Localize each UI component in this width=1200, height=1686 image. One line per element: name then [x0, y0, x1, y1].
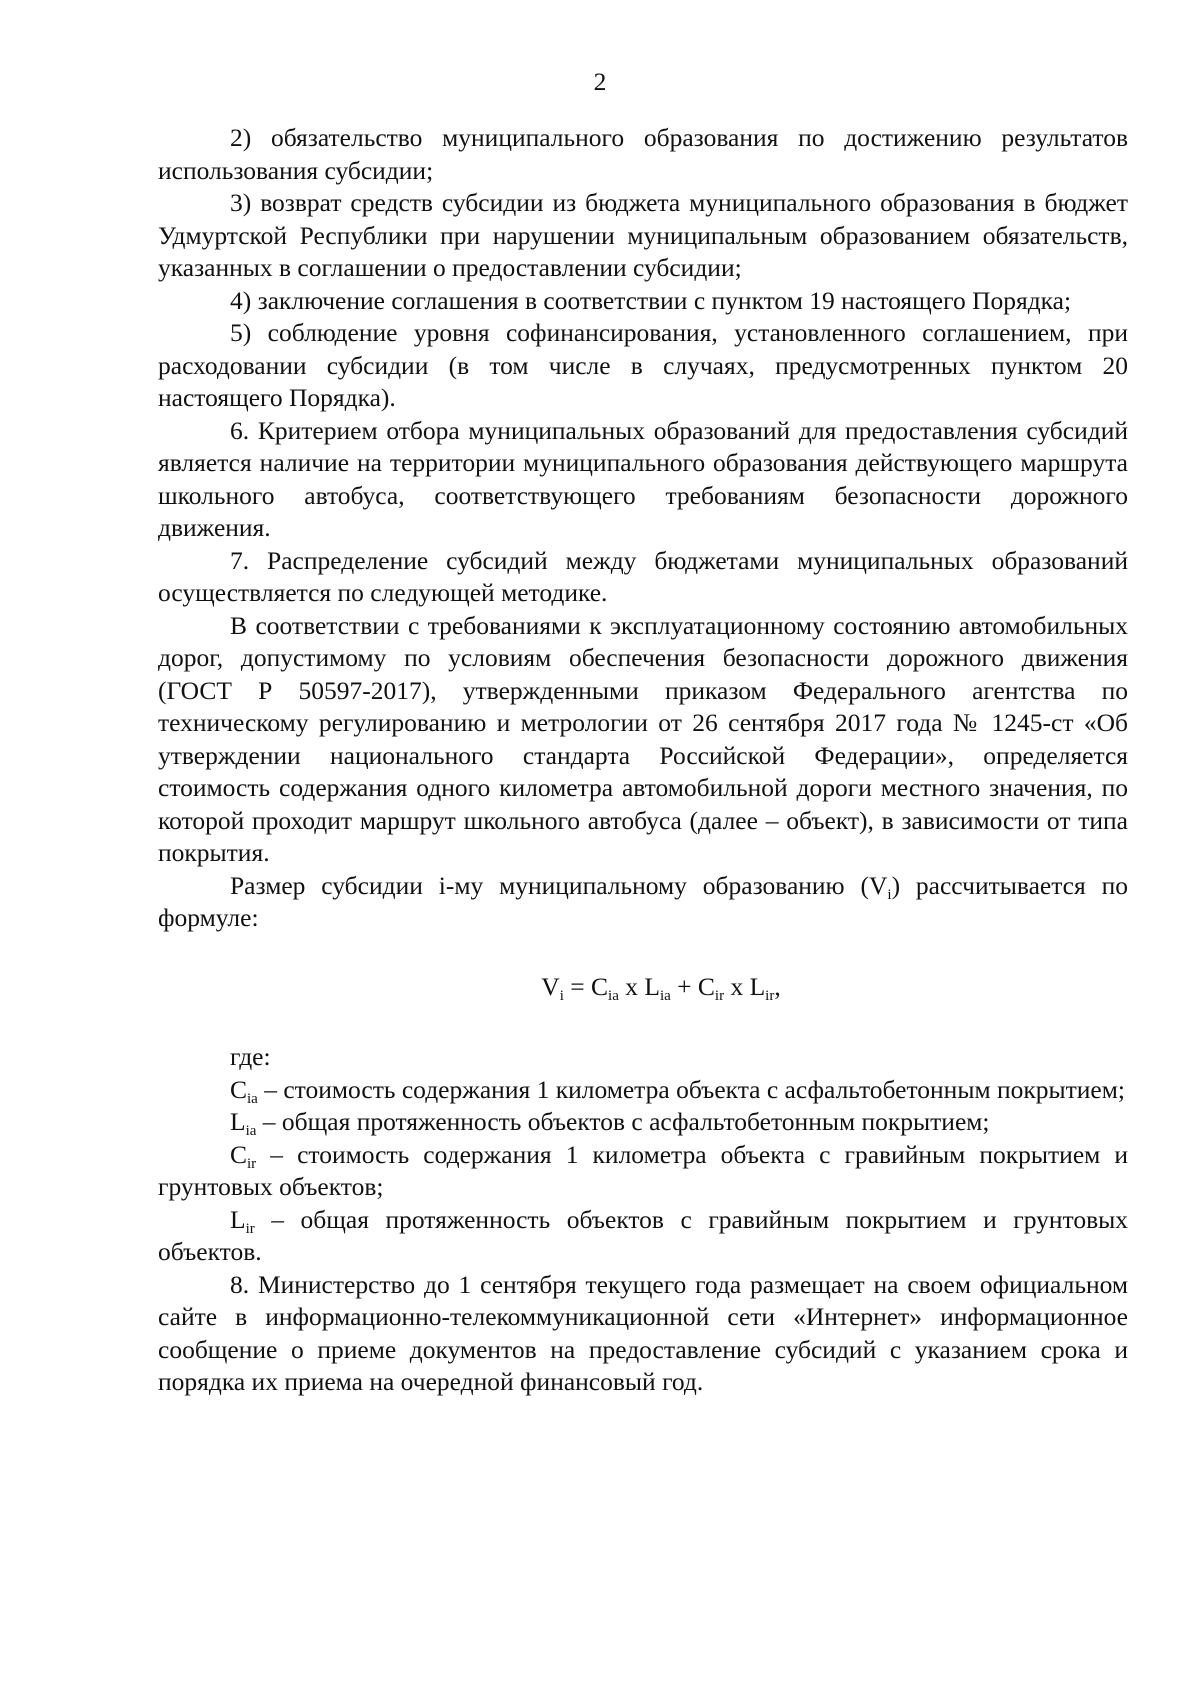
formula-c2-sub: ir — [714, 987, 725, 1004]
paragraph-distribution-7: 7. Распределение субсидий между бюджетами муниципальных образований осуществляется по следующей методике. — [158, 545, 1128, 607]
formula-eq: = — [563, 971, 592, 1001]
definition-text: – общая протяженность объектов с асфальтобетонным покрытием; — [256, 1107, 990, 1136]
definition-text: – общая протяженность объектов с гравийным покрытием и грунтовых объектов. — [158, 1204, 1128, 1266]
definition-symbol: L — [230, 1107, 246, 1136]
subsidy-formula — [158, 971, 1128, 1004]
formula-l1-sub: ia — [659, 987, 671, 1004]
formula-l2-sub: ir — [765, 987, 775, 1004]
formula-end: , — [774, 971, 781, 1001]
formula-l2: L — [749, 971, 766, 1001]
formula-c2: C — [697, 971, 715, 1001]
paragraph-item-3: 3) возврат средств субсидии из бюджета муниципального образования в бюджет Удмуртской Республики при нарушении муниципальным образованием обязательств, указанных в соглашении о предоставлении субсидии; — [158, 188, 1128, 282]
definition-symbol-sub: ir — [245, 1220, 255, 1237]
paragraph-item-5: 5) соблюдение уровня софинансирования, установленного соглашением, при расходовании субсидии (в том числе в случаях, предусмотренных пунктом 20 настоящего Порядка). — [158, 318, 1128, 412]
paragraph-size-intro — [158, 870, 1128, 935]
formula-l1: L — [644, 971, 660, 1001]
formula-x1: x — [618, 971, 645, 1001]
size-intro-after: ) рассчитывается по формуле: — [158, 870, 1128, 932]
definition-symbol-sub: ia — [245, 1123, 257, 1139]
definition-symbol: L — [230, 1204, 246, 1234]
paragraph-item-4: 4) заключение соглашения в соответствии с пунктом 19 настоящего Порядка; — [230, 285, 1072, 315]
formula-c1: C — [591, 971, 609, 1001]
paragraph-announcement-8: 8. Министерство до 1 сентября текущего года размещает на своем официальном сайте в информационно-телекоммуникационной сети «Интернет» информационное сообщение о приеме документов на предоставление субсидий с указанием срока и порядка их приема на очередной финансовый год. — [158, 1269, 1128, 1396]
paragraph-item-2: 2) обязательство муниципального образования по достижению результатов использования субсидии; — [158, 123, 1128, 185]
where-label: где: — [230, 1042, 271, 1071]
definition-cia — [158, 1074, 1128, 1107]
formula-c1-sub: ia — [608, 987, 619, 1004]
definition-cir — [158, 1139, 1128, 1204]
formula-x2: x — [724, 971, 750, 1001]
definition-symbol: C — [230, 1074, 248, 1104]
paragraph-methodology: В соответствии с требованиями к эксплуатационному состоянию автомобильных дорог, допустимому по условиям обеспечения безопасности дорожного движения (ГОСТ Р 50597-2017), утвержденными приказом Федерального агентства по техническому регулированию и метрологии от 26 сентября 2017 года № 1245-ст «Об утверждении национального стандарта Российской Федерации», определяется стоимость содержания одного километра автомобильной дороги местного значения, по которой проходит маршрут школьного автобуса (далее – объект), в зависимости от типа покрытия. — [158, 610, 1128, 867]
definition-text: – стоимость содержания 1 километра объекта с асфальтобетонным покрытием; — [257, 1074, 1125, 1104]
document-body — [158, 122, 1128, 1399]
formula-v-sub: i — [559, 987, 564, 1004]
formula-plus: + — [670, 971, 698, 1001]
definition-symbol-sub: ir — [247, 1155, 257, 1172]
size-intro-before: Размер субсидии i-му муниципальному образованию (V — [230, 870, 888, 900]
formula-v: V — [541, 971, 560, 1001]
definition-lia — [158, 1106, 1128, 1139]
definition-symbol-sub: ia — [247, 1090, 258, 1107]
paragraph-criterion-6: 6. Критерием отбора муниципальных образований для предоставления субсидий является наличие на территории муниципального образования действующего маршрута школьного автобуса, соответствующего требованиям безопасности дорожного движения. — [158, 415, 1128, 542]
definition-lir — [158, 1204, 1128, 1269]
page-number: 2 — [593, 67, 607, 96]
definition-text: – стоимость содержания 1 километра объекта с гравийным покрытием и грунтовых объектов; — [158, 1139, 1128, 1201]
definition-symbol: C — [230, 1139, 248, 1169]
size-intro-sub: i — [887, 886, 892, 903]
